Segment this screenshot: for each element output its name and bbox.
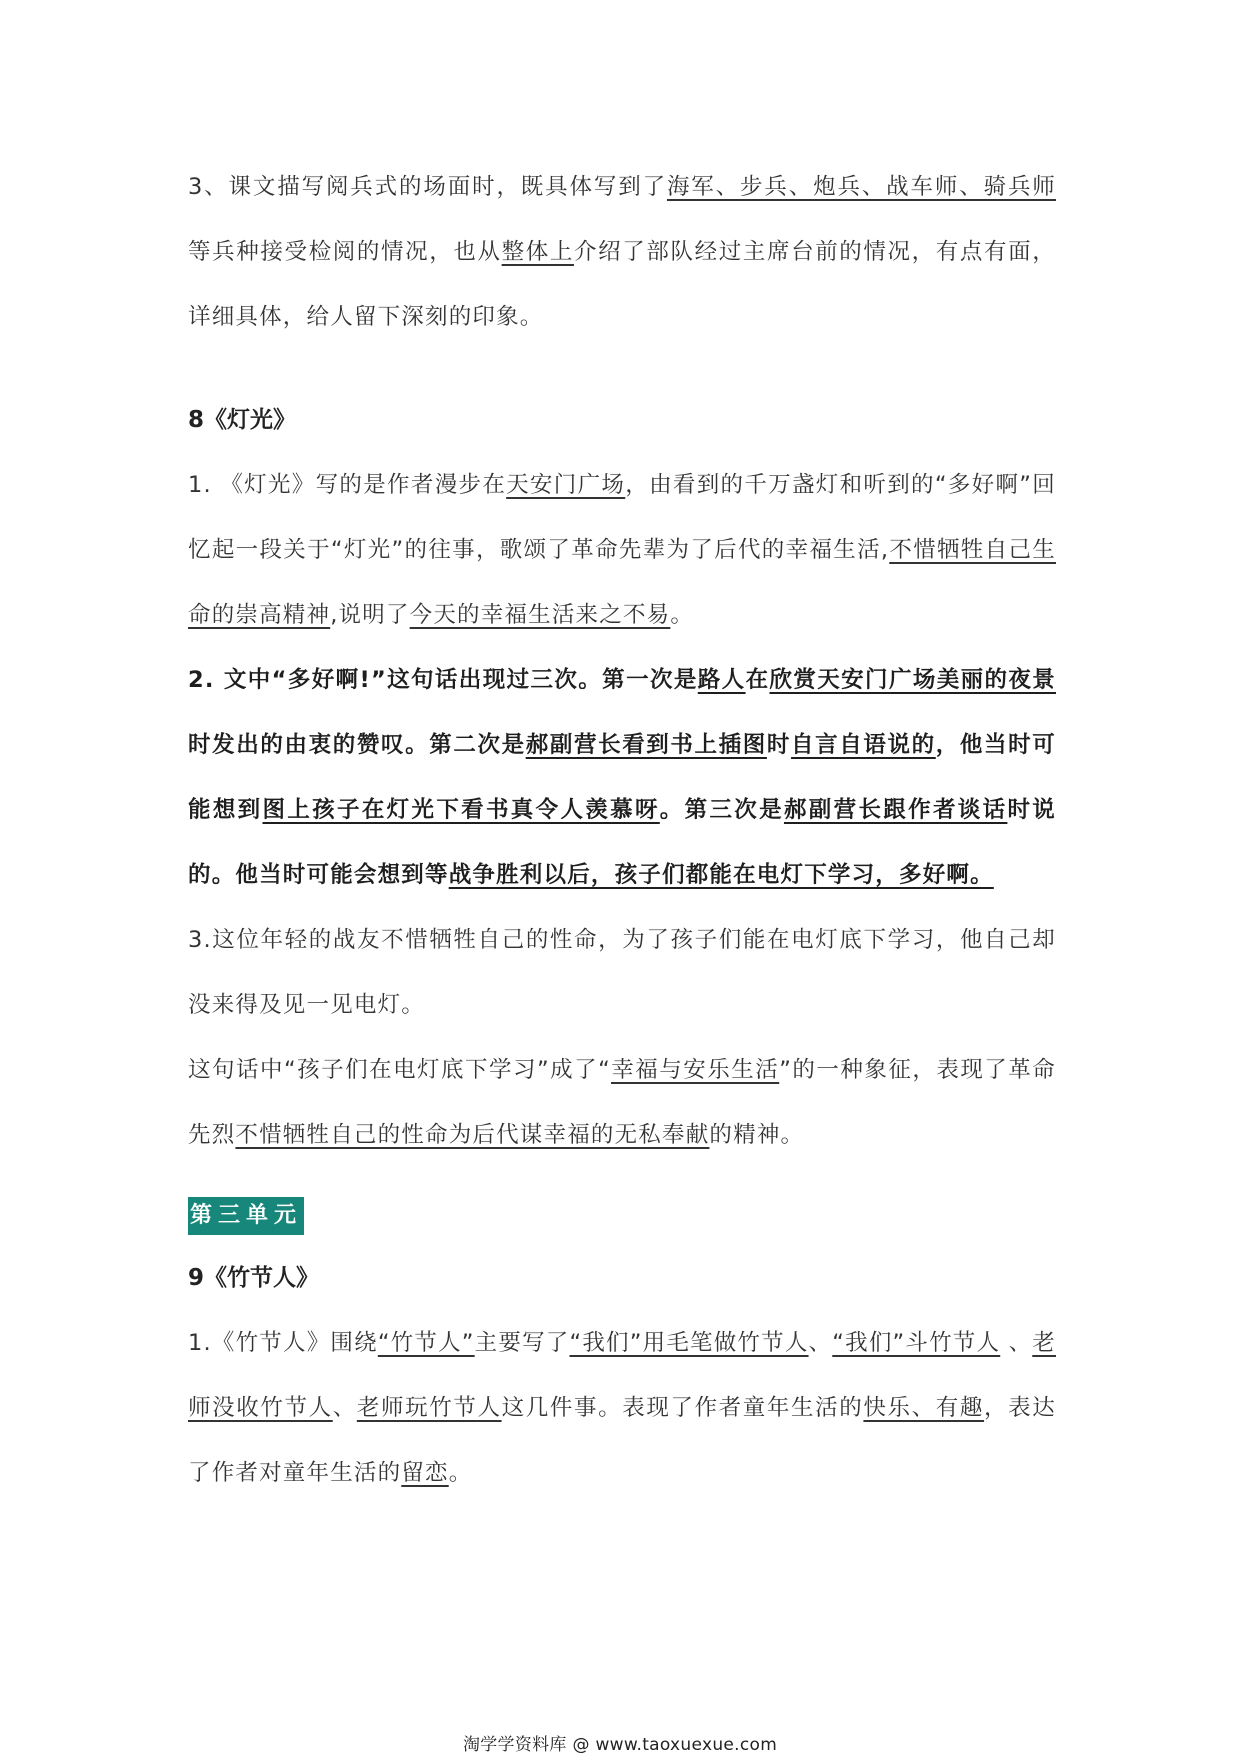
underlined-text: 天安门广场 [506, 472, 626, 498]
paragraph-lesson8-item1 [188, 453, 1056, 648]
text: 。 [448, 1460, 473, 1486]
underlined-text: “竹节人” [377, 1330, 475, 1356]
lesson9-title: 9《竹节人》 [188, 1265, 320, 1291]
underlined-text: 不惜牺牲自己生命的崇高精神 [188, 537, 1057, 628]
text: 3.这位年轻的战友不惜牺牲自己的性命，为了孩子们能在电灯底下学习，他自己却没来得及见一见电灯。 [188, 927, 1056, 1018]
text: 时说的。他当时可能会想到等 [188, 797, 1056, 888]
text: ,说明了 [330, 602, 410, 628]
text: 1.《竹节人》围绕 [188, 1330, 378, 1356]
text: 主要写了 [474, 1330, 570, 1356]
text: 的精神。 [709, 1122, 805, 1148]
underlined-text: 郝副营长跟作者谈话 [783, 797, 1008, 823]
text: 在 [745, 667, 770, 693]
spacer [188, 350, 1056, 388]
underlined-text: 老师玩竹节人 [356, 1395, 502, 1421]
text: ，他当时可能想到 [188, 732, 1056, 823]
paragraph-lesson8-item3 [188, 908, 1056, 1038]
text: 时发出的由衷的赞叹。第二次是 [188, 732, 526, 758]
text: 这几件事。表现了作者童年生活的 [501, 1395, 864, 1421]
underlined-text: 郝副营长看到书上插图 [525, 732, 767, 758]
text: ，由看到的千万盏灯和听到的“多好啊”回忆起一段关于“灯光”的往事，歌颂了革命先辈为了后代的幸福生活, [188, 472, 1056, 563]
text: 1. 《灯光》写的是作者漫步在 [188, 472, 507, 498]
underlined-text: 留恋 [401, 1460, 449, 1486]
text: 。第三次是 [659, 797, 784, 823]
text: 、 [332, 1395, 357, 1421]
underlined-text: 老师没收竹节人 [188, 1330, 1056, 1421]
paragraph-lesson8-item2 [188, 648, 1056, 908]
underlined-text: 图上孩子在灯光下看书真令人羡慕呀 [262, 797, 660, 823]
underlined-text: 欣赏天安门广场美丽的夜景 [769, 667, 1057, 693]
unit3-badge: 第三单元 [188, 1197, 304, 1235]
underlined-text: 整体上 [501, 239, 574, 265]
paragraph-lesson7-item3 [188, 155, 1056, 350]
underlined-text: 战争胜利以后，孩子们都能在电灯下学习，多好啊。 [448, 862, 994, 888]
text: 2. 文中“多好啊!”这句话出现过三次。第一次是 [188, 667, 698, 693]
text: 、 [808, 1330, 833, 1356]
paragraph-lesson8-item3-note [188, 1038, 1056, 1168]
text: ，表达了作者对童年生活的 [188, 1395, 1056, 1486]
underlined-text: 幸福与安乐生活 [611, 1057, 780, 1083]
text: 。 [670, 602, 695, 628]
paragraph-lesson9-item1 [188, 1311, 1056, 1506]
text: 等兵种接受检阅的情况，也从 [188, 239, 502, 265]
text: 3、课文描写阅兵式的场面时，既具体写到了 [188, 174, 667, 200]
underlined-text: “我们”用毛笔做竹节人 [569, 1330, 809, 1356]
text: 时 [766, 732, 792, 758]
footer-watermark: 淘学学资料库 @ www.taoxuexue.com [462, 1735, 778, 1755]
underlined-text: 不惜牺牲自己的性命为后代谋幸福的无私奉献 [235, 1122, 710, 1148]
text: 这句话中“孩子们在电灯底下学习”成了“ [188, 1057, 611, 1083]
underlined-text: 快乐、有趣 [863, 1395, 985, 1421]
text: 、 [1000, 1330, 1033, 1356]
document-body [188, 155, 1056, 1506]
text: ”的一种象征，表现了革命先烈 [188, 1057, 1056, 1148]
underlined-text: “我们”斗竹节人 [832, 1330, 1001, 1356]
unit3-header [188, 1186, 1056, 1246]
underlined-text: 海军、步兵、炮兵、战车师、骑兵师 [666, 174, 1056, 200]
lesson8-title: 8《灯光》 [188, 407, 297, 433]
underlined-text: 今天的幸福生活来之不易 [409, 602, 671, 628]
underlined-text: 自言自语说的 [791, 732, 936, 758]
underlined-text: 路人 [697, 667, 746, 693]
spacer [188, 1168, 1056, 1186]
text: 介绍了部队经过主席台前的情况，有点有面，详细具体，给人留下深刻的印象。 [188, 239, 1056, 330]
